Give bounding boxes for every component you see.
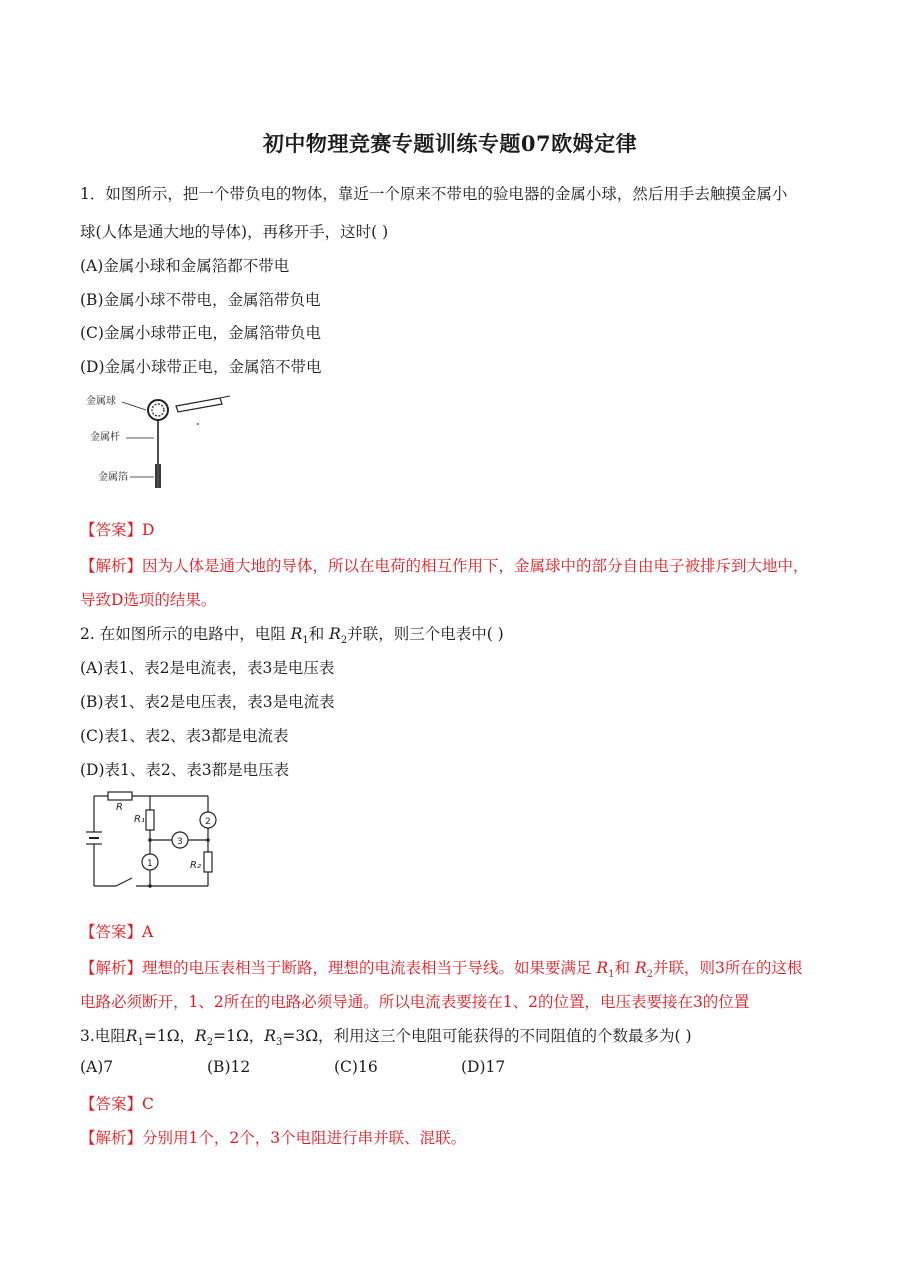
q2-analysis-line1 [80, 956, 840, 980]
answer-tag: 【答案】 [80, 1095, 143, 1113]
meter-1-label: 1 [147, 859, 153, 869]
page-title: 初中物理竞赛专题训练专题07欧姆定律 [262, 131, 638, 156]
electroscope-figure [80, 388, 240, 496]
q3-option-a: (A)7 [80, 1058, 114, 1076]
q3-r1-symbol: R [125, 1027, 138, 1045]
q3-option-c: (C)16 [334, 1058, 378, 1076]
analysis-r2-sub: 2 [646, 969, 654, 981]
q3-option-d: (D)17 [461, 1058, 506, 1076]
q3-r3-value: =3Ω，利用这三个电阻可能获得的不同阻值的个数最多为( ) [282, 1027, 692, 1045]
q2-option-c: (C)表1、表2、表3都是电流表 [80, 727, 289, 745]
answer-tag: 【答案】 [80, 521, 143, 539]
analysis-r2-symbol: R [634, 959, 647, 977]
q1-option-d: (D)金属小球带正电，金属箔不带电 [80, 358, 322, 376]
q3-r1-value: =1Ω， [143, 1027, 196, 1045]
meter-3-label: 3 [177, 837, 183, 847]
label-r: R [116, 802, 123, 813]
q1-stem-line2: 球(人体是通大地的导体)，再移开手，这时( ) [80, 223, 389, 241]
q3-r1-sub: 1 [137, 1037, 144, 1049]
q3-option-b: (B)12 [207, 1058, 251, 1076]
q1-answer [80, 518, 840, 540]
q3-r2-sub: 2 [206, 1037, 214, 1049]
meter-2-label: 2 [205, 817, 211, 827]
analysis-text-a: 理想的电压表相当于断路，理想的电流表相当于导线。如果要满足 [142, 959, 592, 977]
resistor-r2-symbol: R [329, 625, 341, 643]
analysis-tag: 【解析】 [80, 1129, 143, 1147]
resistor-r1-sub: 1 [302, 635, 309, 647]
q2-stem [80, 622, 840, 646]
answer-value: D [142, 521, 155, 539]
answer-tag: 【答案】 [80, 923, 143, 941]
q1-analysis-line2: 导致D选项的结果。 [80, 591, 217, 609]
analysis-r1-sub: 1 [608, 969, 615, 981]
q1-stem-line1: 1．如图所示，把一个带负电的物体，靠近一个原来不带电的验电器的金属小球，然后用手去触摸金属小 [80, 185, 788, 203]
answer-value: A [142, 923, 154, 941]
q3-r2-value: =1Ω， [213, 1027, 265, 1045]
q3-answer [80, 1092, 840, 1114]
q1-option-a: (A)金属小球和金属箔都不带电 [80, 257, 290, 275]
q2-answer [80, 920, 840, 942]
q3-r3-sub: 3 [275, 1037, 283, 1049]
q2-stem-a: 2. 在如图所示的电路中，电阻 [80, 625, 286, 643]
analysis-text-b: 并联，则3所在的这根 [653, 959, 803, 977]
q3-stem [80, 1024, 840, 1048]
label-metal-rod: 金属杆 [90, 432, 120, 443]
circuit-figure [80, 788, 240, 894]
q1-option-b: (B)金属小球不带电，金属箔带负电 [80, 291, 321, 309]
analysis-and: 和 [614, 959, 631, 977]
label-r1: R₁ [134, 814, 145, 825]
label-metal-ball: 金属球 [86, 396, 116, 407]
q3-r2-symbol: R [195, 1027, 207, 1045]
analysis-text: 因为人体是通大地的导体，所以在电荷的相互作用下，金属球中的部分自由电子被排斥到大地中， [142, 557, 809, 575]
analysis-r1-symbol: R [596, 959, 609, 977]
answer-value: C [142, 1095, 154, 1113]
analysis-tag: 【解析】 [80, 959, 143, 977]
analysis-tag: 【解析】 [80, 557, 143, 575]
q3-analysis [80, 1126, 840, 1148]
q3-stem-a: 3.电阻 [80, 1027, 126, 1045]
analysis-text: 分别用1个，2个，3个电阻进行串并联、混联。 [142, 1129, 467, 1147]
label-r2: R₂ [190, 860, 201, 871]
q2-stem-and: 和 [308, 625, 325, 643]
label-metal-foil: 金属箔 [98, 472, 128, 483]
q2-option-b: (B)表1、表2是电压表，表3是电流表 [80, 693, 335, 711]
q1-option-c: (C)金属小球带正电，金属箔带负电 [80, 324, 321, 342]
q2-option-a: (A)表1、表2是电流表，表3是电压表 [80, 659, 335, 677]
q3-options [80, 1058, 840, 1076]
resistor-r2-sub: 2 [340, 635, 348, 647]
resistor-r1-symbol: R [290, 625, 303, 643]
q3-r3-symbol: R [264, 1027, 276, 1045]
q1-analysis-line1 [80, 554, 840, 576]
q2-option-d: (D)表1、表2、表3都是电压表 [80, 761, 290, 779]
q2-stem-b: 并联，则三个电表中( ) [347, 625, 504, 643]
q2-analysis-line2: 电路必须断开，1、2所在的电路必须导通。所以电流表要接在1、2的位置，电压表要接在3的位置 [80, 993, 750, 1011]
